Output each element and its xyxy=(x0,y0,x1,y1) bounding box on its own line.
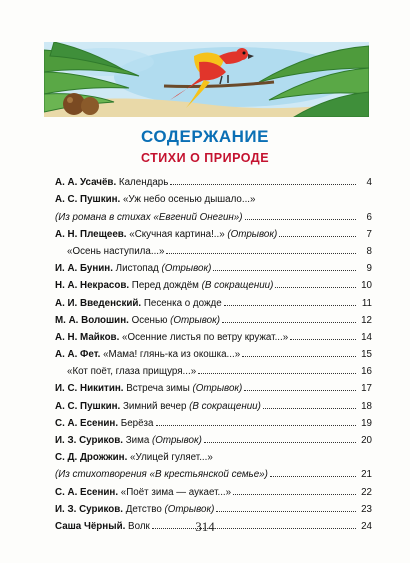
toc-entry xyxy=(55,229,277,240)
toc-entry xyxy=(55,366,196,377)
toc-row xyxy=(55,188,372,205)
toc-entry xyxy=(55,435,202,446)
toc-row xyxy=(55,498,372,515)
toc-author: А. И. Введенский. xyxy=(55,297,142,309)
toc-author: А. Н. Майков. xyxy=(55,331,120,343)
toc-leader-dots xyxy=(204,442,356,443)
toc-entry xyxy=(55,332,288,343)
toc-entry xyxy=(55,263,211,274)
toc-entry xyxy=(55,418,154,429)
toc-page-number: 12 xyxy=(361,314,372,326)
toc-work-title: «Скучная картина!..» xyxy=(126,228,228,240)
toc-leader-dots xyxy=(198,373,356,374)
toc-leader-dots xyxy=(244,390,356,391)
parrot-palm-illustration xyxy=(44,42,369,117)
toc-leader-dots xyxy=(275,287,356,288)
toc-entry xyxy=(55,298,222,309)
toc-leader-dots xyxy=(213,270,356,271)
toc-work-title: «Мама! глянь-ка из окошка...» xyxy=(100,349,241,361)
toc-page-number: 19 xyxy=(361,417,372,429)
toc-entry xyxy=(55,487,231,498)
toc-author: Саша Чёрный. xyxy=(55,520,126,532)
toc-entry xyxy=(55,177,168,188)
toc-page-number: 21 xyxy=(361,469,372,481)
toc-page-number: 18 xyxy=(361,400,372,412)
toc-row xyxy=(55,360,372,377)
toc-entry xyxy=(55,383,242,394)
toc-row xyxy=(55,205,372,222)
toc-work-title: Детство xyxy=(122,503,165,515)
toc-row xyxy=(55,171,372,188)
toc-leader-dots xyxy=(222,322,356,323)
toc-page-number: 14 xyxy=(361,331,372,343)
toc-author: И. З. Суриков. xyxy=(55,503,123,515)
toc-title: СОДЕРЖАНИЕ xyxy=(141,127,269,146)
toc-row xyxy=(55,309,372,326)
toc-entry xyxy=(55,246,164,257)
toc-leader-dots xyxy=(224,305,356,306)
toc-page-number: 24 xyxy=(361,520,372,532)
toc-entry xyxy=(55,452,213,463)
toc-page-number: 6 xyxy=(366,211,372,223)
toc-row xyxy=(55,257,372,274)
toc-page-number: 22 xyxy=(361,486,372,498)
toc-page-number: 16 xyxy=(361,366,372,378)
toc-page-number: 9 xyxy=(366,263,372,275)
toc-note: (Отрывок) xyxy=(161,263,212,275)
toc-work-title: Зимний вечер xyxy=(120,400,190,412)
toc-note: (Из стихотворения «В крестьянской семье») xyxy=(55,469,268,481)
toc-page-number: 20 xyxy=(361,435,372,446)
table-of-contents xyxy=(55,171,372,532)
toc-leader-dots xyxy=(279,236,356,237)
toc-page-number: 23 xyxy=(361,503,372,515)
toc-work-title: Листопад xyxy=(112,263,162,275)
toc-work-title: Песенка о дожде xyxy=(141,297,222,309)
toc-work-title: «Улицей гуляет...» xyxy=(127,452,213,464)
toc-entry xyxy=(55,315,220,326)
toc-work-title: «Осень наступила...» xyxy=(67,245,165,257)
toc-row xyxy=(55,326,372,343)
toc-page-number: 8 xyxy=(366,245,372,257)
toc-work-title: «Поёт зима — аукает...» xyxy=(118,486,232,498)
page-number: 314 xyxy=(195,519,215,534)
toc-row xyxy=(55,240,372,257)
toc-entry xyxy=(55,194,255,205)
toc-author: С. Д. Дрожжин. xyxy=(55,452,128,464)
toc-work-title: Встреча зимы xyxy=(123,383,193,395)
toc-leader-dots xyxy=(245,219,357,220)
toc-row xyxy=(55,274,372,291)
toc-leader-dots xyxy=(233,494,356,495)
toc-row xyxy=(55,480,372,497)
toc-note: (В сокращении) xyxy=(201,280,274,292)
toc-page-number: 4 xyxy=(366,177,372,189)
toc-leader-dots xyxy=(263,408,356,409)
toc-leader-dots xyxy=(156,425,357,426)
toc-row xyxy=(55,429,372,446)
toc-row xyxy=(55,394,372,411)
toc-page-number: 17 xyxy=(361,383,372,395)
toc-entry xyxy=(55,349,240,360)
toc-leader-dots xyxy=(270,476,356,477)
toc-author: И. А. Бунин. xyxy=(55,263,113,275)
toc-entry xyxy=(55,504,214,515)
toc-page-number: 10 xyxy=(361,280,372,292)
toc-work-title: Волк xyxy=(125,520,150,532)
toc-row xyxy=(55,412,372,429)
toc-entry xyxy=(55,280,273,291)
toc-work-title: «Уж небо осенью дышало...» xyxy=(120,194,256,206)
toc-row xyxy=(55,343,372,360)
toc-page-number: 15 xyxy=(361,349,372,361)
toc-note: (Отрывок) xyxy=(227,228,278,240)
toc-author: С. А. Есенин. xyxy=(55,486,119,498)
toc-row xyxy=(55,291,372,308)
toc-author: И. С. Никитин. xyxy=(55,383,124,395)
toc-work-title: Календарь xyxy=(116,177,169,189)
toc-page-number: 11 xyxy=(361,297,372,309)
toc-author: А. С. Пушкин. xyxy=(55,400,121,412)
toc-note: (Отрывок) xyxy=(164,503,215,515)
toc-entry xyxy=(55,469,268,480)
toc-leader-dots xyxy=(290,339,356,340)
toc-author: А. А. Усачёв. xyxy=(55,177,117,189)
toc-row xyxy=(55,446,372,463)
toc-author: С. А. Есенин. xyxy=(55,417,119,429)
toc-author: А. Н. Плещеев. xyxy=(55,228,127,240)
toc-work-title: «Кот поёт, глаза прищуря...» xyxy=(67,366,197,378)
toc-author: Н. А. Некрасов. xyxy=(55,280,130,292)
toc-entry xyxy=(55,401,261,412)
toc-note: (Отрывок) xyxy=(192,383,243,395)
toc-note: (Отрывок) xyxy=(152,435,202,446)
toc-leader-dots xyxy=(166,253,356,254)
toc-work-title: Зима xyxy=(122,435,153,446)
toc-work-title: Берёза xyxy=(118,417,154,429)
toc-note: (Из романа в стихах «Евгений Онегин») xyxy=(55,211,243,223)
toc-author: А. А. Фет. xyxy=(55,349,101,361)
toc-work-title: «Осенние листья по ветру кружат...» xyxy=(119,331,289,343)
toc-leader-dots xyxy=(216,511,356,512)
section-heading: СТИХИ О ПРИРОДЕ xyxy=(140,151,270,165)
toc-page-number: 7 xyxy=(366,228,372,240)
toc-author: И. З. Суриков. xyxy=(55,435,123,446)
toc-note: (Отрывок) xyxy=(170,314,220,326)
toc-row xyxy=(55,377,372,394)
toc-work-title: Перед дождём xyxy=(129,280,202,292)
toc-author: М. А. Волошин. xyxy=(55,314,129,326)
toc-leader-dots xyxy=(242,356,356,357)
toc-work-title: Осенью xyxy=(128,314,171,326)
toc-leader-dots xyxy=(170,184,356,185)
toc-entry xyxy=(55,212,243,223)
toc-author: А. С. Пушкин. xyxy=(55,194,121,206)
toc-note: (В сокращении) xyxy=(189,400,261,412)
toc-row xyxy=(55,463,372,480)
toc-row xyxy=(55,223,372,240)
